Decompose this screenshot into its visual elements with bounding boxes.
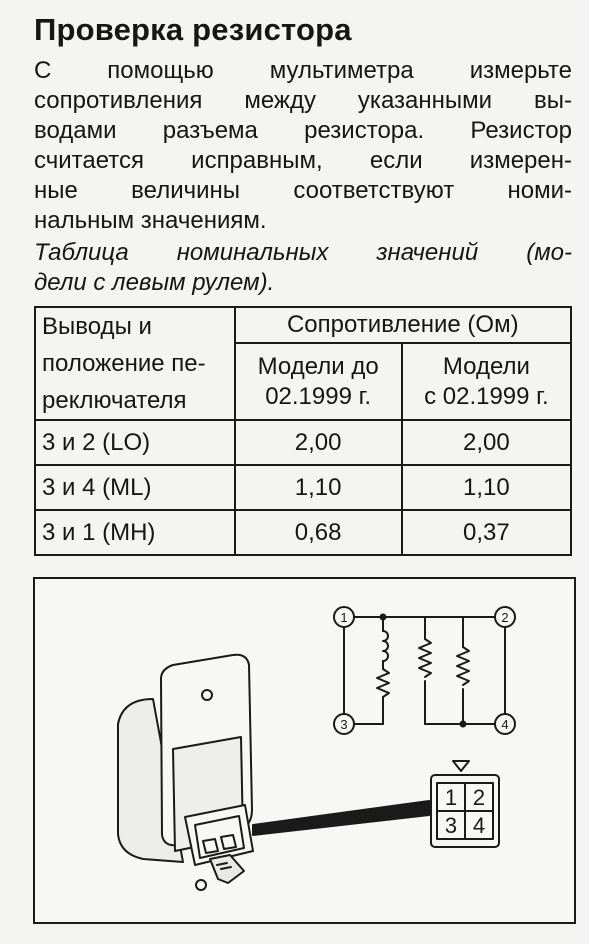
models-before-header — [235, 343, 402, 420]
value-after-cell: 2,00 — [402, 420, 571, 465]
header-line: Модели до — [257, 352, 379, 380]
value-before-cell: 0,68 — [235, 510, 402, 555]
pin-label: 2 — [472, 785, 486, 810]
header-line: реключателя — [42, 387, 187, 414]
header-line: с 02.1999 г. — [424, 382, 549, 410]
pin-label: 3 — [444, 813, 458, 838]
value-before-cell: 2,00 — [235, 420, 402, 465]
table-caption — [34, 238, 572, 298]
terminal-label: 4 — [501, 717, 509, 732]
value-after-cell: 0,37 — [402, 510, 571, 555]
header-line: 02.1999 г. — [265, 382, 372, 410]
terminals-cell: 3 и 1 (MH) — [35, 510, 235, 555]
paragraph-line: С помощью мультиметра измерьте — [34, 57, 572, 84]
table-row — [35, 510, 571, 555]
paragraph-line: ные величины соответствуют номи- — [34, 177, 572, 204]
pin-label: 1 — [444, 785, 458, 810]
table-row — [35, 420, 571, 465]
terminal-label: 3 — [340, 717, 348, 732]
connector-pinout — [431, 761, 499, 847]
models-after-header — [402, 343, 571, 420]
page-title: Проверка резистора — [34, 12, 352, 47]
resistor-illustration — [35, 579, 574, 922]
resistance-header: Сопротивление (Ом) — [235, 307, 571, 343]
value-before-cell: 1,10 — [235, 465, 402, 510]
instruction-paragraph — [34, 56, 572, 236]
circuit-schematic — [334, 607, 515, 734]
terminals-header — [35, 307, 235, 420]
paragraph-line: нальным значениям. — [34, 207, 267, 234]
paragraph-line: водами разъема резистора. Резистор — [34, 117, 572, 144]
caption-line: дели с левым рулем). — [34, 269, 275, 296]
table-row — [35, 465, 571, 510]
header-line: Выводы и — [42, 313, 152, 340]
terminal-label: 2 — [501, 610, 509, 625]
terminals-cell: 3 и 2 (LO) — [35, 420, 235, 465]
pin-label: 4 — [472, 813, 486, 838]
paragraph-line: считается исправным, если измерен- — [34, 147, 572, 174]
value-after-cell: 1,10 — [402, 465, 571, 510]
caption-line: Таблица номинальных значений (мо- — [34, 239, 572, 266]
terminal-label: 1 — [340, 610, 348, 625]
header-line: положение пе- — [42, 350, 206, 377]
resistor-figure — [33, 577, 576, 924]
header-line: Модели — [442, 352, 530, 380]
terminals-cell: 3 и 4 (ML) — [35, 465, 235, 510]
nominal-values-table — [34, 306, 572, 556]
paragraph-line: сопротивления между указанными вы- — [34, 87, 572, 114]
